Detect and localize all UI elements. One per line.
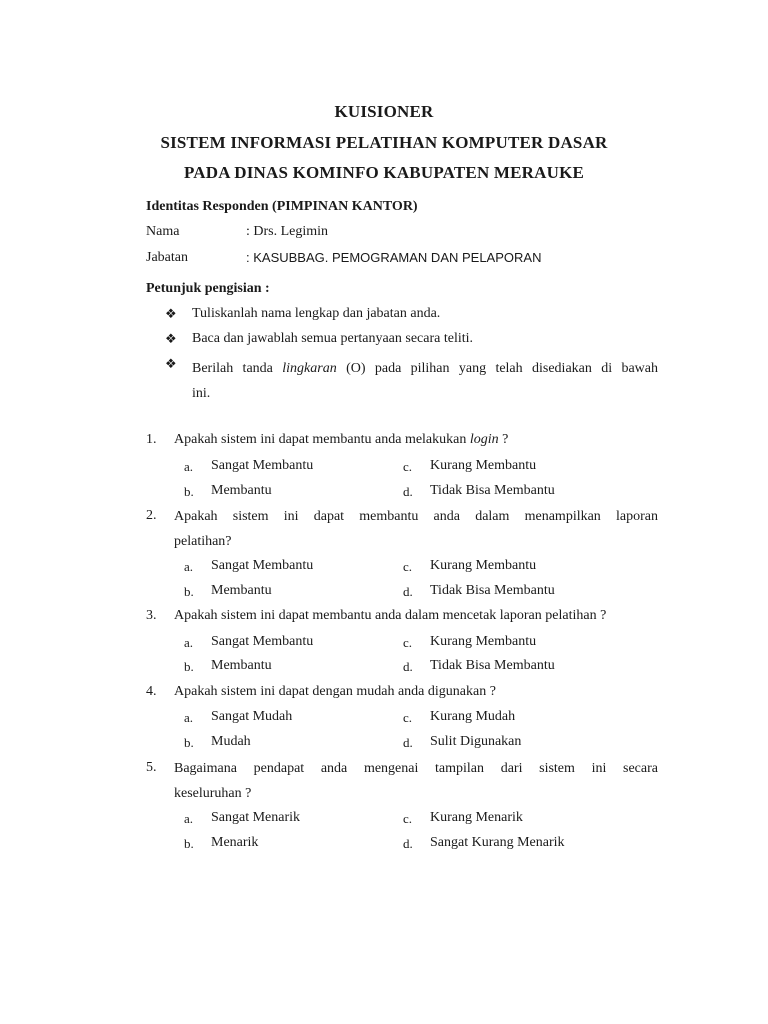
option-letter: a. [184, 559, 194, 574]
option-letter: d. [403, 735, 413, 750]
answer-option[interactable]: Kurang Membantu [430, 458, 537, 473]
question-number: 1. [146, 432, 157, 447]
answer-option[interactable]: Kurang Mudah [430, 709, 516, 724]
answer-option[interactable]: Kurang Membantu [430, 634, 537, 649]
answer-option[interactable]: Sulit Digunakan [430, 734, 522, 749]
option-letter: b. [184, 659, 194, 674]
option-letter: c. [403, 459, 413, 474]
answer-option[interactable]: Membantu [211, 658, 272, 673]
instruction-item-3: Berilah tanda lingkaran (O) pada pilihan yang telah disediakan di bawah ini. [192, 361, 659, 401]
instructions-heading: Petunjuk pengisian : [146, 281, 270, 296]
option-letter: d. [403, 659, 413, 674]
question-number: 2. [146, 508, 157, 523]
answer-option[interactable]: Sangat Membantu [211, 458, 314, 473]
document-subtitle-line1: SISTEM INFORMASI PELATIHAN KOMPUTER DASAR [160, 133, 608, 152]
answer-option[interactable]: Tidak Bisa Membantu [430, 583, 555, 598]
option-letter: a. [184, 710, 194, 725]
option-letter: b. [184, 584, 194, 599]
answer-option[interactable]: Sangat Membantu [211, 558, 314, 573]
position-value: : KASUBBAG. PEMOGRAMAN DAN PELAPORAN [246, 250, 542, 265]
position-label: Jabatan [146, 250, 188, 265]
answer-option[interactable]: Menarik [211, 835, 259, 850]
instruction-item-2: Baca dan jawablah semua pertanyaan secara teliti. [192, 331, 474, 346]
option-letter: d. [403, 484, 413, 499]
option-letter: d. [403, 836, 413, 851]
question-2-text: Apakah sistem ini dapat membantu anda dalam menampilkan laporan pelatihan? [174, 509, 658, 549]
option-letter: d. [403, 584, 413, 599]
option-letter: b. [184, 484, 194, 499]
option-letter: c. [403, 811, 413, 826]
question-4-text: Apakah sistem ini dapat dengan mudah anda digunakan ? [174, 684, 496, 699]
diamond-bullet-icon: ❖ [165, 306, 177, 321]
answer-option[interactable]: Kurang Menarik [430, 810, 523, 825]
option-letter: a. [184, 635, 194, 650]
instruction-item-1: Tuliskanlah nama lengkap dan jabatan anda. [192, 306, 441, 321]
answer-option[interactable]: Tidak Bisa Membantu [430, 483, 555, 498]
document-title: KUISIONER [334, 102, 434, 121]
option-letter: b. [184, 735, 194, 750]
question-number: 3. [146, 608, 157, 623]
question-number: 5. [146, 760, 157, 775]
name-value: : Drs. Legimin [246, 224, 329, 239]
answer-option[interactable]: Membantu [211, 483, 272, 498]
answer-option[interactable]: Sangat Kurang Menarik [430, 835, 565, 850]
answer-option[interactable]: Sangat Membantu [211, 634, 314, 649]
question-5-text: Bagaimana pendapat anda mengenai tampilan dari sistem ini secara keseluruhan ? [174, 761, 658, 801]
answer-option[interactable]: Sangat Menarik [211, 810, 301, 825]
option-letter: a. [184, 459, 194, 474]
answer-option[interactable]: Sangat Mudah [211, 709, 293, 724]
option-letter: a. [184, 811, 194, 826]
option-letter: b. [184, 836, 194, 851]
option-letter: c. [403, 710, 413, 725]
name-label: Nama [146, 224, 180, 239]
answer-option[interactable]: Tidak Bisa Membantu [430, 658, 555, 673]
answer-option[interactable]: Mudah [211, 734, 251, 749]
diamond-bullet-icon: ❖ [165, 356, 177, 371]
option-letter: c. [403, 559, 413, 574]
question-number: 4. [146, 684, 157, 699]
identity-heading: Identitas Responden (PIMPINAN KANTOR) [146, 199, 418, 214]
document-subtitle-line2: PADA DINAS KOMINFO KABUPATEN MERAUKE [183, 163, 585, 182]
answer-option[interactable]: Kurang Membantu [430, 558, 537, 573]
question-3-text: Apakah sistem ini dapat membantu anda dalam mencetak laporan pelatihan ? [174, 608, 607, 623]
question-1-text: Apakah sistem ini dapat membantu anda melakukan login ? [174, 432, 509, 447]
option-letter: c. [403, 635, 413, 650]
diamond-bullet-icon: ❖ [165, 331, 177, 346]
answer-option[interactable]: Membantu [211, 583, 272, 598]
